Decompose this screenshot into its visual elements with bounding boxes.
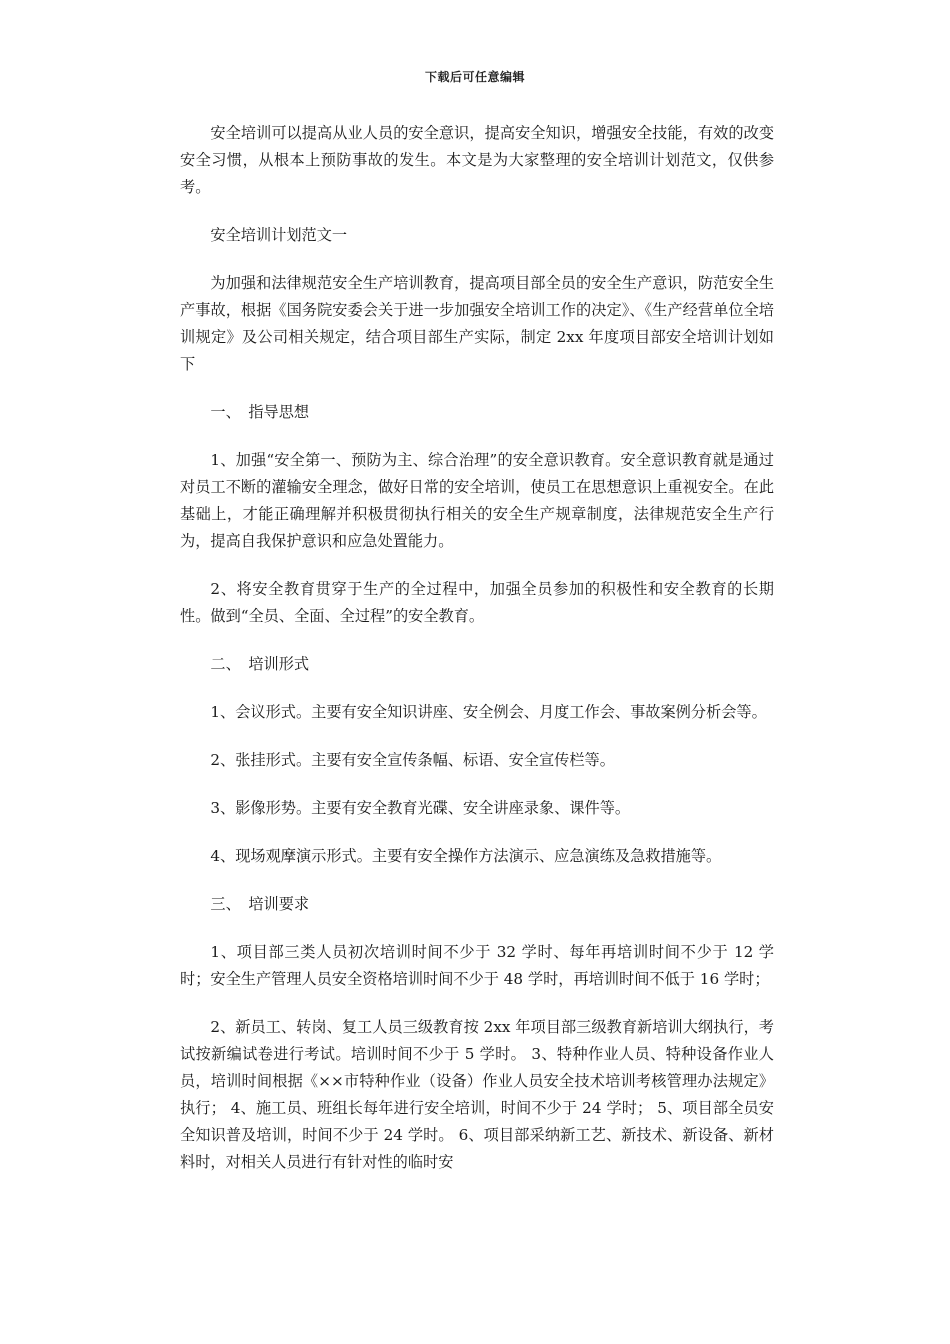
form-item-1: 1、会议形式。主要有安全知识讲座、安全例会、月度工作会、事故案例分析会等。 — [210, 703, 767, 721]
section-title: 安全培训计划范文一 — [210, 226, 348, 244]
heading-training-form: 二、 培训形式 — [210, 655, 310, 673]
page-header: 下载后可任意编辑 — [424, 70, 525, 84]
intro-paragraph: 安全培训可以提高从业人员的安全意识，提高安全知识，增强安全技能，有效的改变安全习惯，从根本上预防事故的发生。本文是为大家整理的安全培训计划范文，仅供参考。 — [180, 124, 774, 196]
form-item-2: 2、张挂形式。主要有安全宣传条幅、标语、安全宣传栏等。 — [210, 751, 615, 769]
guiding-item-2: 2、将安全教育贯穿于生产的全过程中，加强全员参加的积极性和安全教育的长期性。做到“全员、全面、全过程”的安全教育。 — [180, 580, 774, 625]
guiding-item-1: 1、加强“安全第一、预防为主、综合治理”的安全意识教育。安全意识教育就是通过对员工不断的灌输安全理念，做好日常的安全培训，使员工在思想意识上重视安全。在此基础上，才能正确理解并积极贯彻执行相关的安全生产规章制度，法律规范安全生产行为，提高自我保护意识和应急处置能力。 — [180, 451, 774, 550]
heading-training-requirements: 三、 培训要求 — [210, 895, 310, 913]
requirement-item-2: 2、新员工、转岗、复工人员三级教育按 2xx 年项目部三级教育新培训大纲执行，考试按新编试卷进行考试。培训时间不少于 5 学时。 3、特种作业人员、特种设备作业人员，培训时间根据《××市特种作业（设备）作业人员安全技术培训考核管理办法规定》执行； 4、施工员、班组长每年进行安全培训，时间不少于 24 学时； 5、项目部全员安全知识普及培训，时间不少于 24 学时。 6、项目部采纳新工艺、新技术、新设备、新材料时，对相关人员进行有针对性的临时安 — [180, 1018, 774, 1171]
form-item-4: 4、现场观摩演示形式。主要有安全操作方法演示、应急演练及急救措施等。 — [210, 847, 722, 865]
preface-paragraph: 为加强和法律规范安全生产培训教育，提高项目部全员的安全生产意识，防范安全生产事故，根据《国务院安委会关于进一步加强安全培训工作的决定》、《生产经营单位全培训规定》及公司相关规定，结合项目部生产实际，制定 2xx 年度项目部安全培训计划如下 — [180, 274, 774, 373]
heading-guiding-ideology: 一、 指导思想 — [210, 403, 310, 421]
requirement-item-1: 1、项目部三类人员初次培训时间不少于 32 学时、每年再培训时间不少于 12 学时；安全生产管理人员安全资格培训时间不少于 48 学时，再培训时间不低于 16 学时； — [180, 943, 774, 988]
form-item-3: 3、影像形势。主要有安全教育光碟、安全讲座录象、课件等。 — [210, 799, 631, 817]
document-body — [180, 120, 774, 1197]
